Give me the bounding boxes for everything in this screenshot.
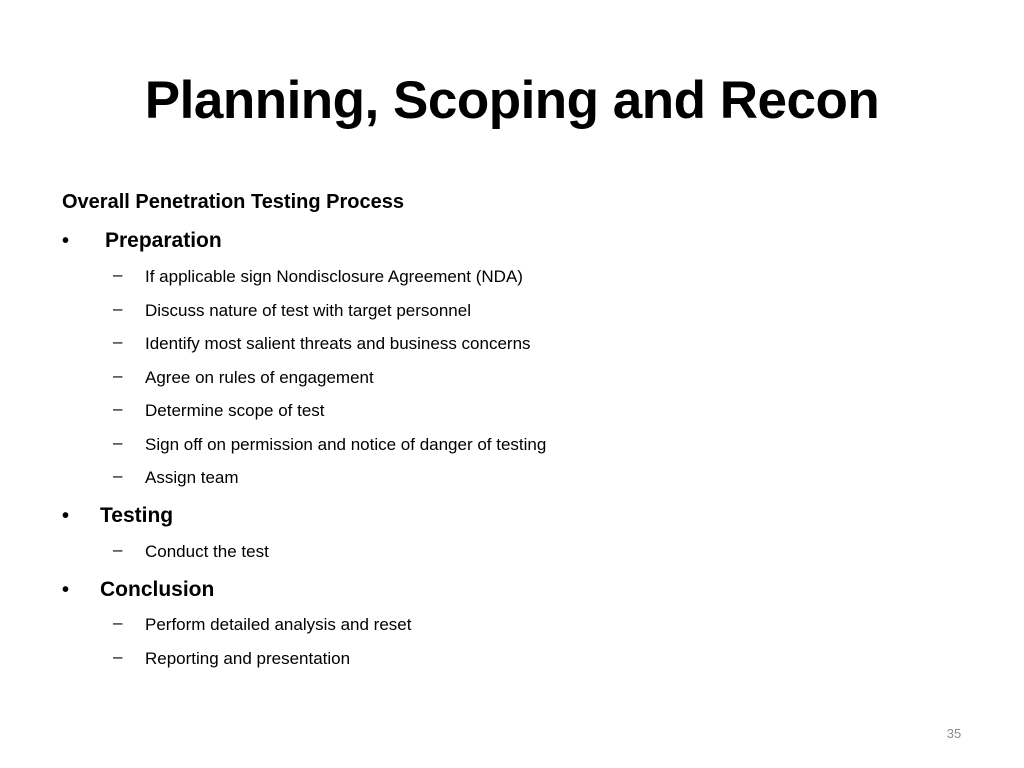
dash-marker: –: [113, 647, 123, 666]
dash-marker: –: [113, 433, 123, 452]
bullet-label: Conclusion: [100, 578, 215, 601]
bullet-marker: •: [62, 579, 70, 601]
sub-item-text: Perform detailed analysis and reset: [145, 615, 412, 634]
bullet-label: Testing: [100, 504, 174, 527]
sub-item-text: Discuss nature of test with target personnel: [145, 301, 471, 320]
sub-item-text: Identify most salient threats and business concerns: [145, 334, 531, 353]
sub-item-text: Sign off on permission and notice of danger of testing: [145, 435, 547, 454]
page-number: 35: [946, 726, 962, 741]
bullet-marker: •: [62, 505, 70, 527]
slide-title: Planning, Scoping and Recon: [144, 71, 880, 130]
sub-item-text: Agree on rules of engagement: [145, 368, 374, 387]
sub-item-text: Assign team: [145, 468, 239, 487]
sub-item-text: Conduct the test: [145, 542, 269, 561]
sub-item-text: Reporting and presentation: [145, 649, 351, 668]
dash-marker: –: [113, 613, 123, 632]
dash-marker: –: [113, 399, 123, 418]
dash-marker: –: [113, 540, 123, 559]
dash-marker: –: [113, 366, 123, 385]
dash-marker: –: [113, 299, 123, 318]
sub-item-text: Determine scope of test: [145, 401, 325, 420]
dash-marker: –: [113, 466, 123, 485]
bullet-marker: •: [62, 230, 70, 252]
sub-item-text: If applicable sign Nondisclosure Agreement (NDA): [145, 267, 523, 286]
dash-marker: –: [113, 332, 123, 351]
bullet-label: Preparation: [105, 229, 222, 252]
dash-marker: –: [113, 265, 123, 284]
section-heading: Overall Penetration Testing Process: [62, 191, 404, 213]
